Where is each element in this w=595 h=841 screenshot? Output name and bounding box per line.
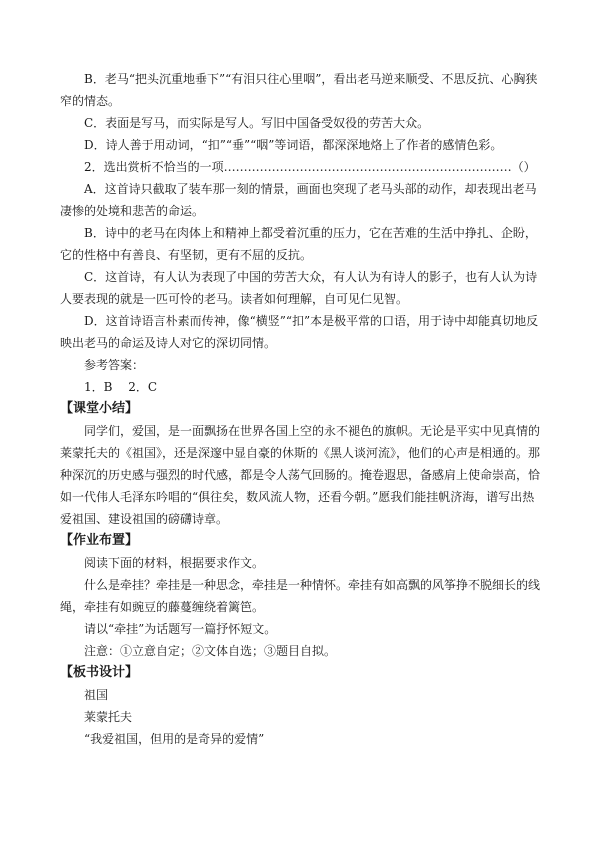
q2-option-b: B．诗中的老马在肉体上和精神上都受着沉重的压力，它在苦难的生活中挣扎、企盼，它的性格中有善良、有坚韧，更有不屈的反抗。 bbox=[60, 226, 537, 262]
answer-values: 1．B 2．C bbox=[84, 380, 158, 394]
option-d: D．诗人善于用动词，“扣”“垂”“咽”等词语，都深深地烙上了作者的感情色彩。 bbox=[84, 138, 503, 152]
board-line: 祖国 bbox=[84, 688, 109, 702]
homework-line: 什么是牵挂？牵挂是一种思念，牵挂是一种情怀。牵挂有如高飘的风筝挣不脱细长的线绳，牵挂有如豌豆的藤蔓缠绕着篱笆。 bbox=[60, 578, 541, 614]
q2-option-d: D．这首诗语言朴素而传神，像“横竖”“扣”本是极平常的口语，用于诗中却能真切地反映出老马的命运及诗人对它的深切同情。 bbox=[60, 314, 539, 350]
question-2: 2．选出赏析不恰当的一项………………………………………………………………（） bbox=[84, 160, 536, 174]
board-heading: 【板书设计】 bbox=[60, 665, 139, 680]
homework-heading: 【作业布置】 bbox=[60, 533, 139, 548]
board-line: “我爱祖国，但用的是奇异的爱情” bbox=[84, 732, 265, 746]
page-content bbox=[60, 68, 546, 750]
summary-text: 同学们，爱国，是一面飘扬在世界各国上空的永不褪色的旗帜。无论是平实中见真情的莱蒙托夫的《祖国》，还是深邃中显自豪的休斯的《黑人谈河流》，他们的心声是相通的。那种深沉的历史感与强烈的时代感，都是令人荡气回肠的。掩卷遐思，备感肩上使命崇高，恰如一代伟人毛泽东吟唱的“俱往矣，数风流人物，还看今朝。”愿我们能挂帆济海，谱写出热爱祖国、建设祖国的磅礴诗章。 bbox=[60, 424, 541, 526]
homework-line: 注意：①立意自定；②文体自选；③题目自拟。 bbox=[84, 644, 337, 658]
option-b: B．老马“把头沉重地垂下”“有泪只往心里咽”，看出老马逆来顺受、不思反抗、心胸狭窄的情态。 bbox=[60, 72, 538, 108]
homework-line: 请以“牵挂”为话题写一篇抒怀短文。 bbox=[84, 622, 277, 636]
board-line: 莱蒙托夫 bbox=[84, 710, 133, 724]
q2-option-c: C．这首诗，有人认为表现了中国的劳苦大众，有人认为有诗人的影子，也有人认为诗人要表现的就是一匹可怜的老马。读者如何理解，自可见仁见智。 bbox=[60, 270, 538, 306]
summary-heading: 【课堂小结】 bbox=[60, 401, 139, 416]
option-c: C．表面是写马，而实际是写人。写旧中国备受奴役的劳苦大众。 bbox=[84, 116, 430, 130]
q2-option-a: A．这首诗只截取了装车那一刻的情景，画面也突现了老马头部的动作，却表现出老马凄惨的处境和悲苦的命运。 bbox=[60, 182, 537, 218]
homework-line: 阅读下面的材料，根据要求作文。 bbox=[84, 556, 265, 570]
answer-label: 参考答案： bbox=[84, 358, 145, 372]
